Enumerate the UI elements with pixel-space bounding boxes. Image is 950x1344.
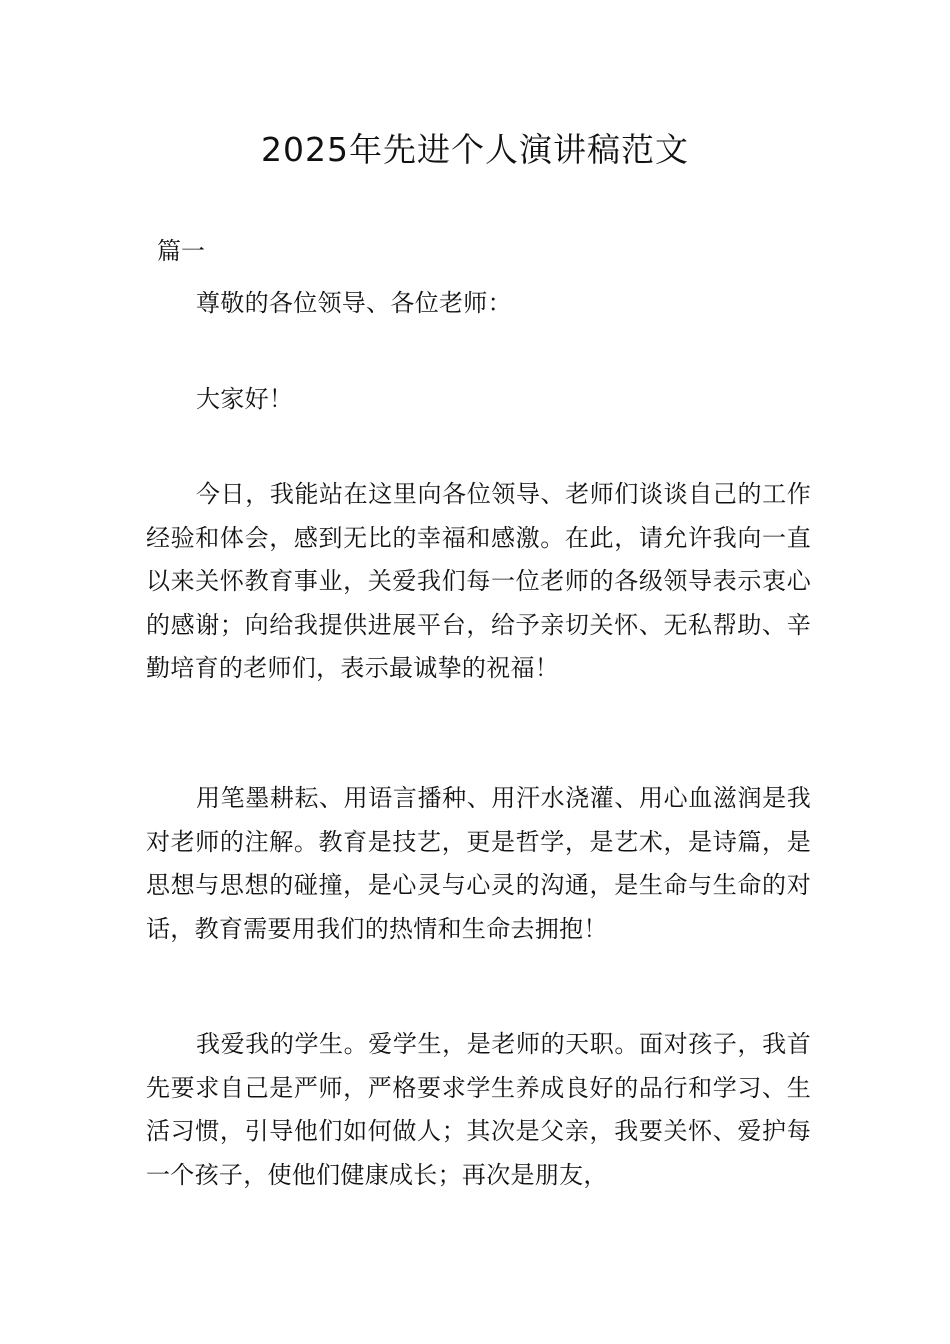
- body-paragraph: 用笔墨耕耘、用语言播种、用汗水浇灌、用心血滋润是我对老师的注解。教育是技艺，更是哲学，是艺术，是诗篇，是思想与思想的碰撞，是心灵与心灵的沟通，是生命与生命的对话，教育需要用我们的热情和生命去拥抱！: [146, 784, 811, 943]
- greeting: 大家好！: [196, 385, 294, 413]
- section-label: 篇一: [157, 237, 205, 265]
- body-paragraph: 今日，我能站在这里向各位领导、老师们谈谈自己的工作经验和体会，感到无比的幸福和感激。在此，请允许我向一直以来关怀教育事业，关爱我们每一位老师的各级领导表示衷心的感谢；向给我提供进展平台，给予亲切关怀、无私帮助、辛勤培育的老师们，表示最诚挚的祝福！: [146, 480, 811, 682]
- document-title: 2025年先进个人演讲稿范文: [261, 130, 689, 169]
- salutation: 尊敬的各位领导、各位老师：: [196, 289, 512, 317]
- body-paragraph: 我爱我的学生。爱学生，是老师的天职。面对孩子，我首先要求自己是严师，严格要求学生养成良好的品行和学习、生活习惯，引导他们如何做人；其次是父亲，我要关怀、爱护每一个孩子，使他们健康成长；再次是朋友，: [146, 1030, 811, 1189]
